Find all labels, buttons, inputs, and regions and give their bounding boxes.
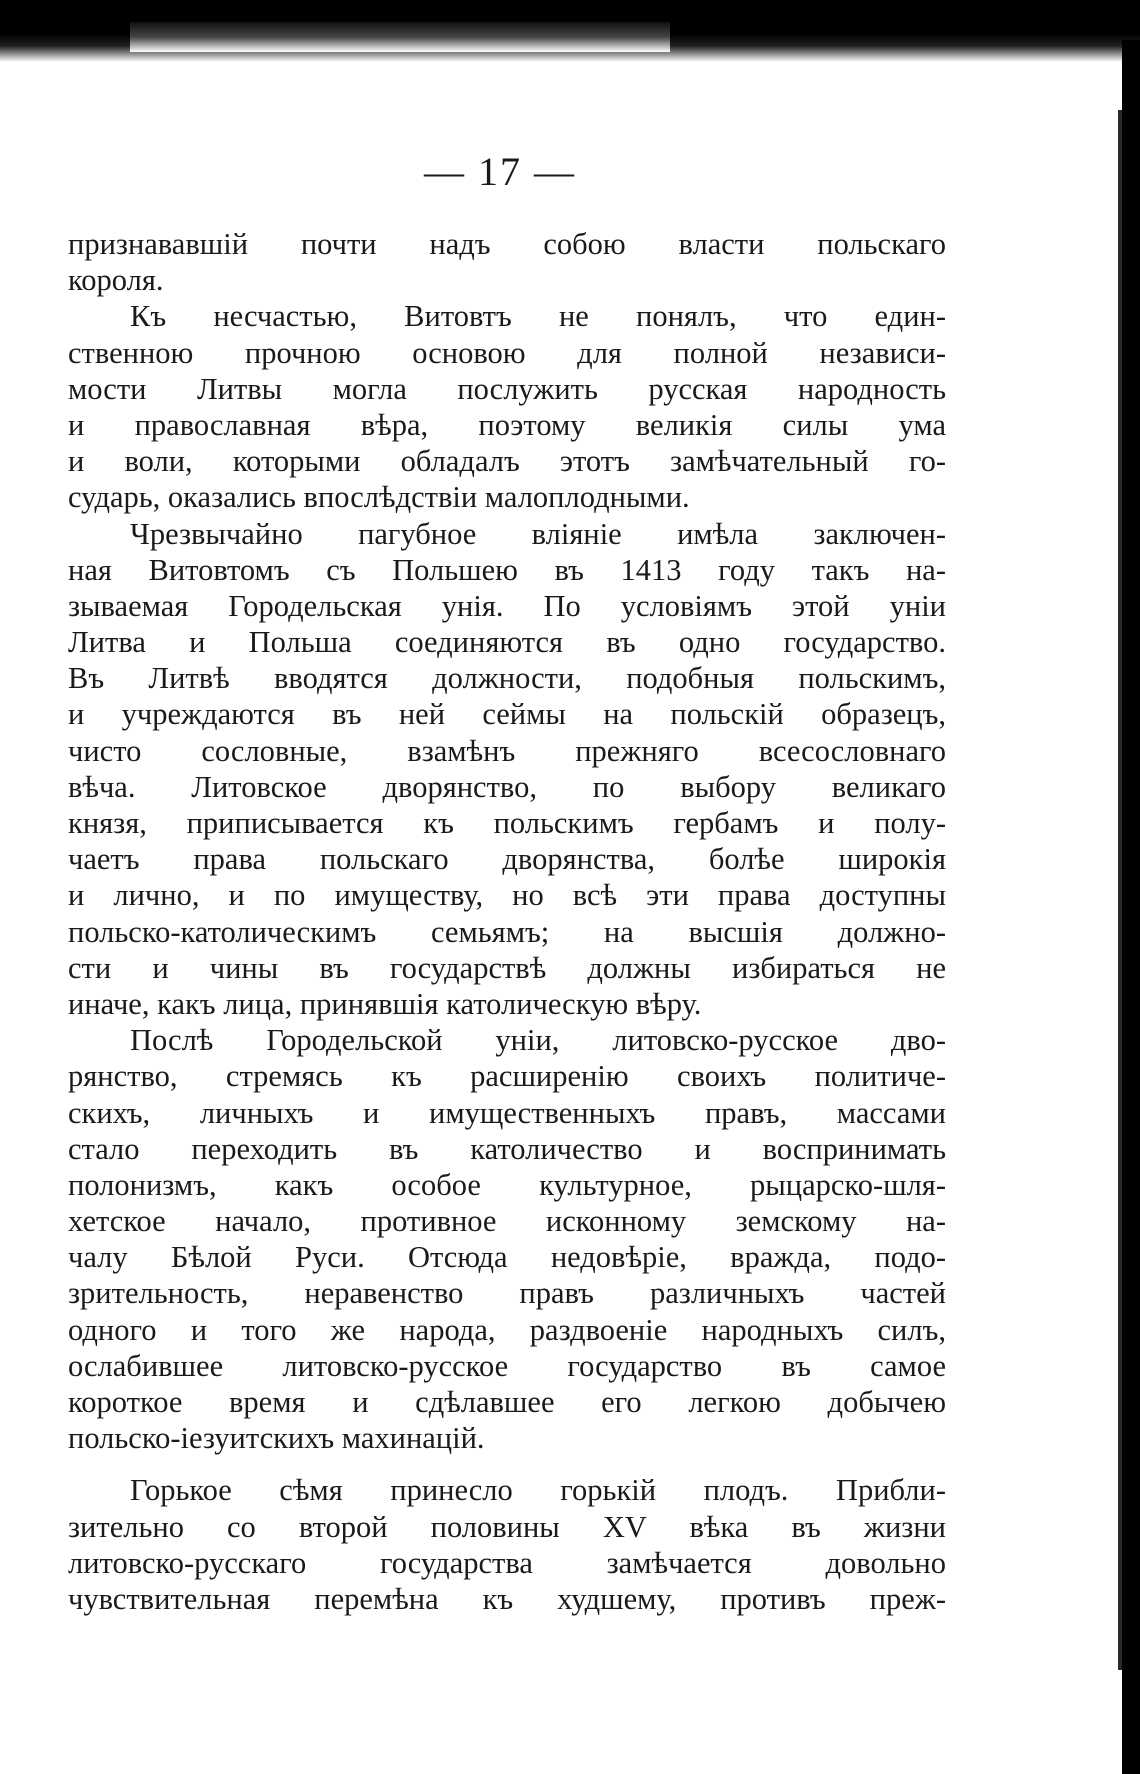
text-line: Къ несчастью, Витовтъ не понялъ, что един- bbox=[130, 299, 946, 334]
paragraph bbox=[68, 1022, 946, 1456]
text-line: чалу Бѣлой Руси. Отсюда недовѣрiе, вражда, подо- bbox=[68, 1240, 946, 1275]
paragraph bbox=[68, 226, 946, 298]
text-line: Въ Литвѣ вводятся должности, подобныя польскимъ, bbox=[68, 661, 946, 696]
text-line: ная Витовтомъ съ Польшею въ 1413 году такъ на- bbox=[68, 552, 946, 587]
text-line: князя, приписывается къ польскимъ гербамъ и полу- bbox=[68, 806, 946, 840]
text-line: стало переходить въ католичество и воспринимать bbox=[68, 1131, 946, 1166]
text-line: иначе, какъ лица, принявшiя католическую вѣру. bbox=[68, 986, 702, 1021]
text-line: мости Литвы могла послужить русская народность bbox=[68, 371, 946, 406]
text-line: зрительность, неравенство правъ различныхъ частей bbox=[68, 1276, 946, 1311]
text-line: и воли, которыми обладалъ этотъ замѣчательный го- bbox=[68, 444, 946, 479]
text-line: и учреждаются въ ней сеймы на польскiй образецъ, bbox=[68, 697, 946, 732]
text-line: хетское начало, противное исконному земскому на- bbox=[68, 1204, 946, 1239]
text-line: Послѣ Городельской унiи, литовско-русское дво- bbox=[130, 1023, 946, 1058]
scan-top-edge bbox=[0, 0, 1140, 62]
text-line: ственною прочною основою для полной независи- bbox=[68, 335, 946, 370]
text-line: литовско-русскаго государства замѣчается довольно bbox=[68, 1545, 946, 1580]
text-line: и лично, и по имуществу, но всѣ эти права доступны bbox=[68, 878, 946, 913]
text-line: сти и чины въ государствѣ должны избираться не bbox=[68, 950, 946, 985]
text-line: сударь, оказались впослѣдствiи малоплодными. bbox=[68, 480, 690, 515]
paragraph-gap bbox=[68, 1456, 946, 1472]
text-line: признававшiй почти надъ собою власти польскаго bbox=[68, 227, 946, 261]
scan-right-shadow bbox=[1118, 110, 1122, 1670]
paragraph bbox=[68, 298, 946, 515]
text-line: полонизмъ, какъ особое культурное, рыцарско-шля- bbox=[68, 1167, 946, 1202]
text-line: и православная вѣра, поэтому великiя силы ума bbox=[68, 407, 946, 442]
text-line: Горькое сѣмя принесло горькiй плодъ. Прибли- bbox=[130, 1473, 946, 1508]
text-line: рянство, стремясь къ расширенiю своихъ политиче- bbox=[68, 1059, 946, 1094]
text-line: короля. bbox=[68, 263, 164, 298]
text-line: короткое время и сдѣлавшее его легкою добычею bbox=[68, 1385, 946, 1419]
text-line: зительно со второй половины XV вѣка въ жизни bbox=[68, 1509, 946, 1544]
scan-top-shadow bbox=[130, 22, 670, 52]
paragraph bbox=[68, 1472, 946, 1617]
text-line: чисто сословные, взамѣнъ прежняго всесословнаго bbox=[68, 733, 946, 768]
text-line: Чрезвычайно пагубное влiянiе имѣла заключен- bbox=[130, 516, 946, 551]
text-line: вѣча. Литовское дворянство, по выбору великаго bbox=[68, 769, 946, 804]
text-line: чаетъ права польскаго дворянства, болѣе широкiя bbox=[68, 842, 946, 877]
text-body bbox=[68, 226, 946, 1617]
text-line: Литва и Польша соединяются въ одно государство. bbox=[68, 625, 946, 660]
text-line: одного и того же народа, раздвоенiе народныхъ силъ, bbox=[68, 1312, 946, 1347]
text-line: чувствительная перемѣна къ худшему, противъ преж- bbox=[68, 1581, 946, 1616]
text-line: польско-iезуитскихъ махинацiй. bbox=[68, 1421, 485, 1456]
text-line: польско-католическимъ семьямъ; на высшiя должно- bbox=[68, 914, 946, 949]
scan-right-edge bbox=[1122, 40, 1140, 1774]
text-line: зываемая Городельская унiя. По условiямъ этой унiи bbox=[68, 588, 946, 623]
text-line: скихъ, личныхъ и имущественныхъ правъ, массами bbox=[68, 1095, 946, 1130]
page-number: — 17 — bbox=[424, 149, 576, 194]
paragraph bbox=[68, 516, 946, 1023]
text-line: ослабившее литовско-русское государство въ самое bbox=[68, 1348, 946, 1383]
